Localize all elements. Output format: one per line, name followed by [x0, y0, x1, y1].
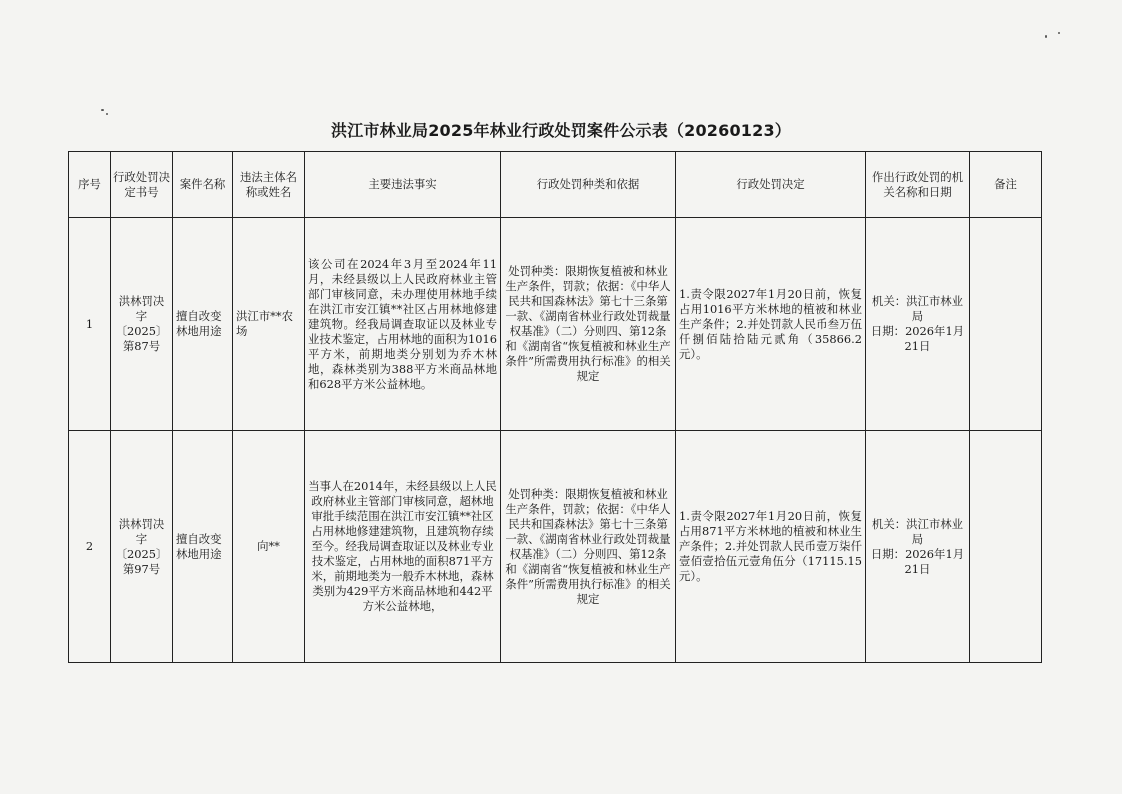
header-remark: 备注 [970, 152, 1042, 218]
cell-penalty-type: 处罚种类：限期恢复植被和林业生产条件，罚款；依据：《中华人民共和国森林法》第七十三条第一款、《湖南省林业行政处罚裁量权基准》（二）分则四、第12条和《湖南省“恢复植被和林业生产条件”所需费用执行标准》的相关规定 [501, 431, 676, 663]
cell-decision: 1.责令限2027年1月20日前，恢复占用871平方米林地的植被和林业生产条件；2.并处罚款人民币壹万柒仟壹佰壹拾伍元壹角伍分（17115.15元）。 [676, 431, 866, 663]
header-authority: 作出行政处罚的机关名称和日期 [866, 152, 970, 218]
penalty-table [68, 151, 1042, 663]
cell-remark [970, 218, 1042, 431]
cell-seq: 2 [69, 431, 111, 663]
cell-subject: 向** [233, 431, 305, 663]
scan-speck [1058, 32, 1060, 34]
cell-decision: 1.责令限2027年1月20日前，恢复占用1016平方米林地的植被和林业生产条件；2.并处罚款人民币叁万伍仟捌佰陆拾陆元贰角（35866.2元）。 [676, 218, 866, 431]
table-row [69, 431, 1042, 663]
table-row [69, 218, 1042, 431]
cell-remark [970, 431, 1042, 663]
cell-seq: 1 [69, 218, 111, 431]
header-subject: 违法主体名称或姓名 [233, 152, 305, 218]
table-header-row [69, 152, 1042, 218]
header-penalty-type: 行政处罚种类和依据 [501, 152, 676, 218]
cell-case-name: 擅自改变林地用途 [173, 431, 233, 663]
cell-subject: 洪江市**农场 [233, 218, 305, 431]
header-facts: 主要违法事实 [305, 152, 501, 218]
cell-penalty-type: 处罚种类：限期恢复植被和林业生产条件，罚款；依据：《中华人民共和国森林法》第七十三条第一款、《湖南省林业行政处罚裁量权基准》（二）分则四、第12条和《湖南省“恢复植被和林业生产条件”所需费用执行标准》的相关规定 [501, 218, 676, 431]
header-case-name: 案件名称 [173, 152, 233, 218]
scan-speck [101, 109, 104, 111]
cell-doc-no: 洪林罚决字〔2025〕第87号 [111, 218, 173, 431]
cell-authority: 机关：洪江市林业局 日期：2026年1月21日 [866, 218, 970, 431]
header-decision: 行政处罚决定 [676, 152, 866, 218]
header-seq: 序号 [69, 152, 111, 218]
cell-facts: 该公司在2024年3月至2024年11月，未经县级以上人民政府林业主管部门审核同意，未办理使用林地手续在洪江市安江镇**社区占用林地修建建筑物。经我局调查取证以及林业专业技术鉴定，占用林地的面积为1016平方米，前期地类分别划为乔木林地，森林类别为388平方米商品林地和628平方米公益林地。 [305, 218, 501, 431]
cell-authority: 机关：洪江市林业局 日期：2026年1月21日 [866, 431, 970, 663]
scan-speck [106, 113, 108, 115]
page-title: 洪江市林业局2025年林业行政处罚案件公示表（20260123） [331, 121, 791, 140]
cell-facts: 当事人在2014年，未经县级以上人民政府林业主管部门审核同意，超林地审批手续范围在洪江市安江镇**社区占用林地修建建筑物，且建筑物存续至今。经我局调查取证以及林业专业技术鉴定，占用林地的面积871平方米，前期地类为一般乔木林地，森林类别为429平方米商品林地和442平方米公益林地， [305, 431, 501, 663]
header-doc-no: 行政处罚决定书号 [111, 152, 173, 218]
cell-doc-no: 洪林罚决字〔2025〕第97号 [111, 431, 173, 663]
scan-speck [1045, 35, 1047, 38]
cell-case-name: 擅自改变林地用途 [173, 218, 233, 431]
